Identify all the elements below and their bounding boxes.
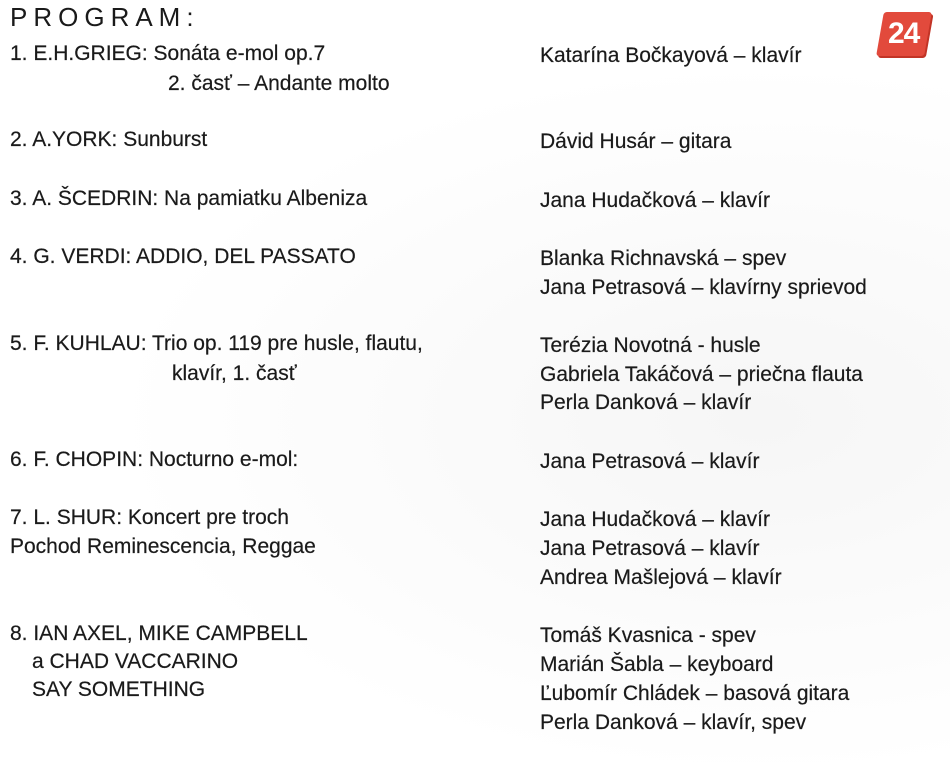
logo-text: 24	[888, 17, 920, 50]
item-6-performer-1: Jana Petrasová – klavír	[540, 450, 760, 473]
item-7-performer-1: Jana Hudačková – klavír	[540, 508, 770, 531]
item-7-title: 7. L. SHUR: Koncert pre troch	[10, 506, 289, 529]
item-8-performer-1: Tomáš Kvasnica - spev	[540, 624, 756, 647]
item-3-title: 3. A. ŠCEDRIN: Na pamiatku Albeniza	[10, 187, 368, 210]
item-7-performer-2: Jana Petrasová – klavír	[540, 537, 760, 560]
item-8-performer-3: Ľubomír Chládek – basová gitara	[540, 682, 850, 705]
item-8-subtitle: a CHAD VACCARINO	[32, 650, 239, 673]
item-7-subtitle: Pochod Reminescencia, Reggae	[10, 535, 316, 558]
logo-24-icon	[876, 12, 932, 56]
item-1-performer-1: Katarína Bočkayová – klavír	[540, 44, 802, 67]
item-8-title: 8. IAN AXEL, MIKE CAMPBELL	[10, 622, 308, 645]
item-3-performer-1: Jana Hudačková – klavír	[540, 189, 770, 212]
item-7-performer-3: Andrea Mašlejová – klavír	[540, 566, 782, 589]
item-1-title: 1. E.H.GRIEG: Sonáta e-mol op.7	[10, 42, 326, 65]
program-heading: PROGRAM:	[10, 2, 200, 32]
item-2-performer-1: Dávid Husár – gitara	[540, 130, 732, 153]
item-2-title: 2. A.YORK: Sunburst	[10, 128, 208, 151]
item-4-performer-2: Jana Petrasová – klavírny sprievod	[540, 276, 867, 299]
item-8-performer-2: Marián Šabla – keyboard	[540, 653, 774, 676]
item-5-subtitle: klavír, 1. časť	[172, 362, 297, 385]
item-5-performer-2: Gabriela Takáčová – priečna flauta	[540, 363, 863, 386]
item-4-performer-1: Blanka Richnavská – spev	[540, 247, 787, 270]
item-5-title: 5. F. KUHLAU: Trio op. 119 pre husle, flautu,	[10, 332, 423, 355]
item-6-title: 6. F. CHOPIN: Nocturno e-mol:	[10, 448, 299, 471]
item-5-performer-1: Terézia Novotná - husle	[540, 334, 761, 357]
item-8-performer-4: Perla Danková – klavír, spev	[540, 711, 807, 734]
item-1-subtitle: 2. časť – Andante molto	[168, 72, 390, 95]
item-5-performer-3: Perla Danková – klavír	[540, 391, 752, 414]
item-4-title: 4. G. VERDI: ADDIO, DEL PASSATO	[10, 245, 356, 268]
item-8-song: SAY SOMETHING	[32, 678, 206, 701]
